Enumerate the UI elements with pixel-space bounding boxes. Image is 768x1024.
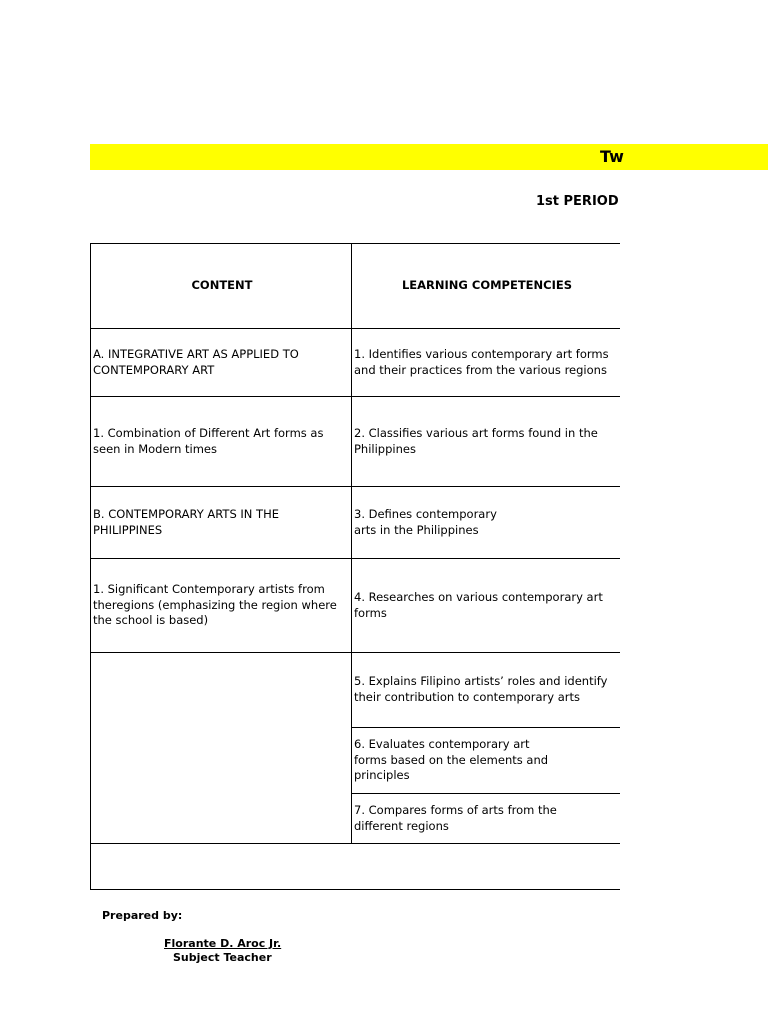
content-cell-empty	[91, 653, 351, 843]
competency-cell: 5. Explains Filipino artists’ roles and identify their contribution to contemporary arts	[354, 674, 608, 704]
teacher-name: Florante D. Aroc Jr.	[164, 937, 282, 950]
competency-cell: 7. Compares forms of arts from the different regions	[354, 802, 557, 833]
document-subtitle: 1st PERIOD	[536, 194, 619, 209]
prepared-by-label: Prepared by:	[102, 909, 183, 922]
content-cell: B. CONTEMPORARY ARTS IN THE PHILIPPINES	[93, 506, 279, 537]
row-divider	[90, 843, 620, 844]
content-cell: A. INTEGRATIVE ART AS APPLIED TO CONTEMPORARY ART	[93, 346, 299, 377]
competency-cell: 3. Defines contemporary arts in the Philippines	[354, 506, 497, 537]
title-highlight-band	[90, 144, 768, 170]
curriculum-table	[90, 243, 620, 891]
competency-cell: 6. Evaluates contemporary art forms based on the elements and principles	[354, 737, 549, 783]
header-learning-competencies: LEARNING COMPETENCIES	[401, 278, 573, 293]
content-cell: 1. Combination of Different Art forms as seen in Modern times	[93, 425, 324, 456]
document-title: Tw	[600, 147, 624, 166]
content-cell: 1. Significant Contemporary artists from theregions (emphasizing the region where the school is based)	[93, 582, 337, 628]
header-content: CONTENT	[191, 278, 253, 293]
competency-cell: 4. Researches on various contemporary art forms	[354, 589, 603, 620]
competency-cell: 1. Identifies various contemporary art forms and their practices from the various regions	[354, 346, 609, 377]
competency-cell: 2. Classifies various art forms found in the Philippines	[354, 425, 598, 456]
teacher-role: Subject Teacher	[173, 951, 272, 964]
table-border-bottom	[90, 889, 620, 890]
